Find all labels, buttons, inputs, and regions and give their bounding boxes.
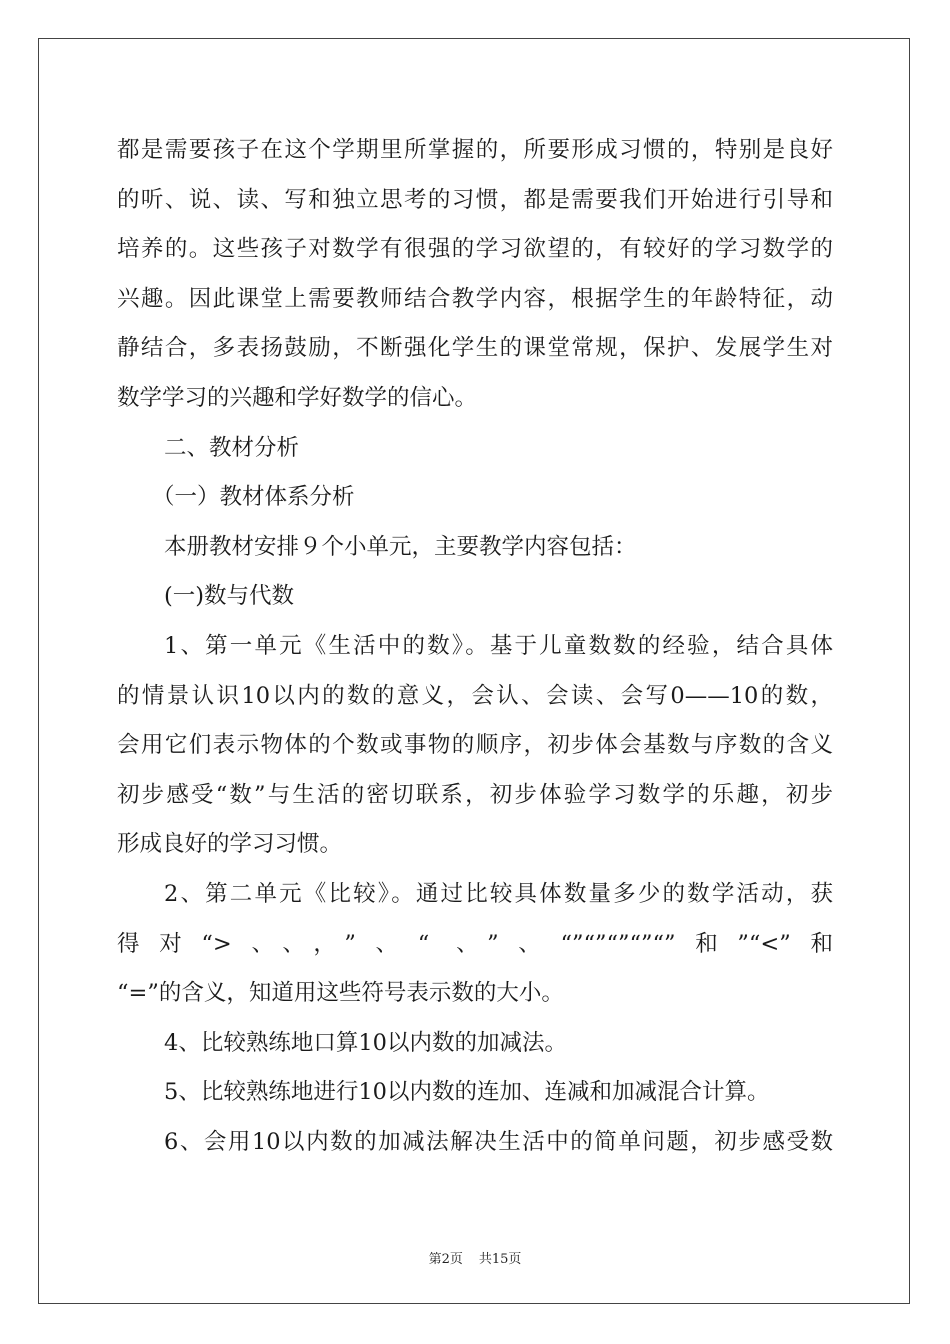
paragraph-line: 本册教材安排９个小单元，主要教学内容包括： — [164, 533, 637, 560]
document-body — [117, 126, 833, 1167]
paragraph-line: 1、第一单元《生活中的数》。基于儿童数数的经验，结合具体 — [164, 632, 833, 659]
paragraph-line: “=”的含义，知道用这些符号表示数的大小。 — [117, 980, 564, 1007]
paragraph-line: 2、第二单元《比较》。通过比较具体数量多少的数学活动，获 — [164, 880, 833, 907]
paragraph-line: 初步感受“数”与生活的密切联系，初步体验学习数学的乐趣，初步 — [117, 781, 833, 808]
paragraph-line: 兴趣。因此课堂上需要教师结合教学内容，根据学生的年龄特征，动 — [117, 285, 833, 312]
page-number-current: 第2页 — [428, 1252, 463, 1267]
paragraph-line: 形成良好的学习习惯。 — [117, 831, 343, 858]
subsection-heading: (一)数与代数 — [164, 583, 295, 610]
paragraph-line: 静结合，多表扬鼓励，不断强化学生的课堂常规，保护、发展学生对 — [117, 335, 833, 362]
list-item: 4、比较熟练地口算10以内数的加减法。 — [164, 1029, 567, 1056]
page-number-total: 共15页 — [478, 1252, 522, 1267]
paragraph-line: 培养的。这些孩子对数学有很强的学习欲望的，有较好的学习数学的 — [117, 236, 833, 263]
paragraph-line: 的听、说、读、写和独立思考的习惯，都是需要我们开始进行引导和 — [117, 186, 833, 213]
subsection-heading: （一）教材体系分析 — [152, 484, 355, 511]
paragraph-line: 会用它们表示物体的个数或事物的顺序，初步体会基数与序数的含义 — [117, 732, 833, 759]
paragraph-line: 数学学习的兴趣和学好数学的信心。 — [117, 384, 478, 411]
list-item: 6、会用10以内数的加减法解决生活中的简单问题，初步感受数 — [164, 1128, 833, 1155]
paragraph-line: 得对“>、、，”、“ 、”、“”“”“”“”“”和”“<”和 — [117, 930, 833, 957]
paragraph-line: 的情景认识10以内的数的意义，会认、会读、会写0——10的数， — [117, 682, 833, 709]
paragraph-line: 都是需要孩子在这个学期里所掌握的，所要形成习惯的，特别是良好 — [117, 137, 833, 163]
page-footer — [0, 1248, 950, 1267]
section-heading: 二、教材分析 — [164, 434, 300, 461]
list-item: 5、比较熟练地进行10以内数的连加、连减和加减混合计算。 — [164, 1079, 770, 1106]
